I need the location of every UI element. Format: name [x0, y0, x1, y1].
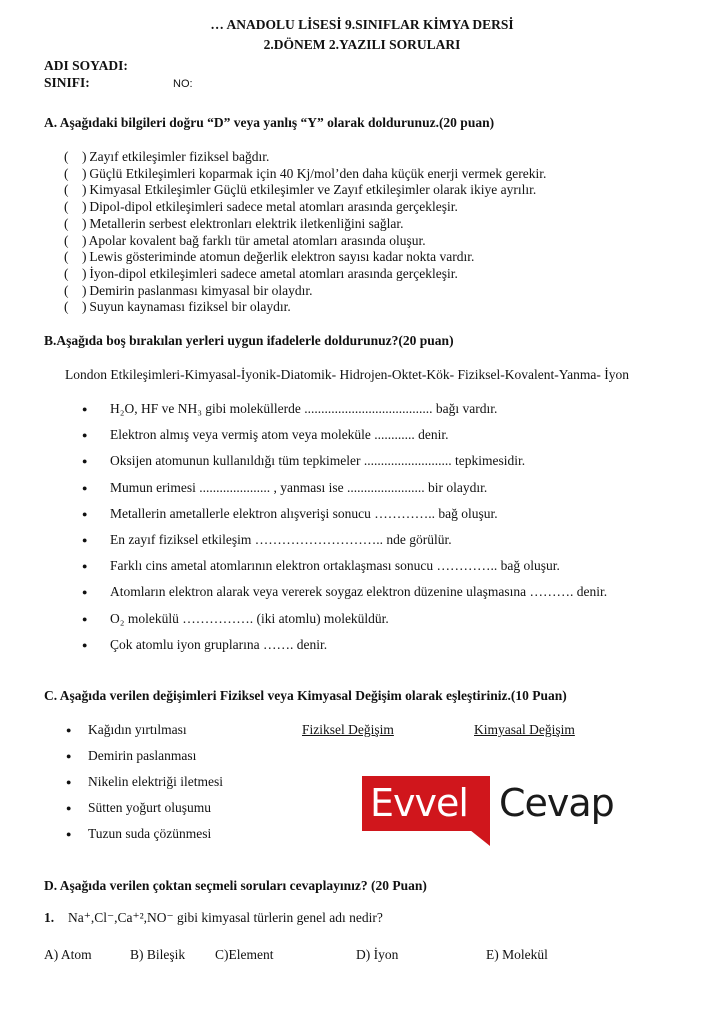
matching-item: [66, 774, 223, 790]
fill-blank-item: [82, 532, 452, 548]
fill-blank-item: [82, 479, 488, 496]
answer-blank[interactable]: ( ): [64, 232, 87, 248]
chemical-change-header: Kimyasal Değişim: [474, 722, 575, 737]
statement-text: Güçlü Etkileşimleri koparmak için 40 Kj/mol’den daha küçük enerji vermek gerekir.: [89, 165, 547, 181]
bullet-icon: ●: [66, 777, 72, 787]
matching-item: [66, 800, 212, 816]
answer-blank[interactable]: ( ): [64, 299, 87, 315]
answer-blank[interactable]: ( ): [64, 282, 87, 298]
answer-blank[interactable]: ( ): [64, 215, 87, 231]
matching-text: Sütten yoğurt oluşumu: [88, 800, 212, 815]
option-c: C)Element: [215, 947, 274, 962]
matching-text: Kağıdın yırtılması: [88, 722, 187, 737]
statement-text: Demirin paslanması kimyasal bir olaydır.: [89, 282, 313, 298]
statement-text: Lewis gösteriminde atomun değerlik elektron sayısı kadar nokta vardır.: [89, 249, 475, 265]
class-label: SINIFI:: [44, 75, 90, 90]
bullet-icon: ●: [66, 803, 72, 813]
matching-item: [66, 826, 212, 842]
true-false-item: [64, 233, 426, 249]
fill-blank-text: Metallerin ametallerle elektron alışverişi sonucu ………….. bağ oluşur.: [110, 505, 498, 521]
true-false-item: [64, 266, 458, 282]
statement-text: Apolar kovalent bağ farklı tür ametal atomları arasında oluşur.: [88, 232, 426, 248]
fill-blank-item: [82, 453, 526, 469]
statement-text: Suyun kaynaması fiziksel bir olaydır.: [89, 299, 291, 315]
matching-item: [66, 722, 187, 738]
fill-blank-item: [82, 610, 389, 627]
fill-blank-text: Oksijen atomunun kullanıldığı tüm tepkimeler .......................... tepkimesidir.: [110, 453, 526, 469]
option-b: B) Bileşik: [130, 947, 186, 962]
number-label: NO:: [173, 78, 193, 90]
bullet-icon: ●: [82, 587, 88, 598]
true-false-item: [64, 299, 291, 315]
fill-blank-text: En zayıf fiziksel etkileşim ……………………….. nde görülür.: [110, 532, 452, 547]
question-text: Na⁺,Cl⁻,Ca⁺²,NO⁻ gibi kimyasal türlerin genel adı nedir?: [68, 910, 383, 925]
matching-text: Nikelin elektriği iletmesi: [88, 774, 223, 789]
logo-bubble-tail: [470, 830, 490, 846]
bullet-icon: ●: [82, 456, 88, 467]
fill-blank-item: [82, 636, 328, 653]
bullet-icon: ●: [66, 829, 72, 839]
fill-blank-text: O₂ molekülü ……………. (iki atomlu) moleküldür.: [110, 610, 389, 626]
bullet-icon: ●: [66, 725, 72, 735]
option-e: E) Molekül: [486, 947, 548, 962]
matching-text: Demirin paslanması: [88, 748, 197, 763]
bullet-icon: ●: [82, 404, 88, 414]
evvelcevap-logo: [362, 776, 632, 848]
question-number: 1.: [44, 910, 55, 925]
fill-blank-item: [82, 584, 608, 600]
word-bank: London Etkileşimleri-Kimyasal-İyonik-Diatomik- Hidrojen-Oktet-Kök- Fiziksel-Kovalent-Yanma- İyon: [65, 367, 630, 382]
bullet-icon: ●: [82, 508, 88, 519]
logo-word-evvel: Evvel: [370, 781, 468, 825]
statement-text: İyon-dipol etkileşimleri sadece ametal atomları arasında gerçekleşir.: [89, 265, 458, 281]
answer-blank[interactable]: ( ): [64, 182, 87, 198]
bullet-icon: ●: [82, 613, 88, 624]
answer-blank[interactable]: ( ): [64, 265, 87, 281]
statement-text: Kimyasal Etkileşimler Güçlü etkileşimler ve Zayıf etkileşimler olarak ikiye ayrılır.: [89, 182, 537, 198]
physical-change-header: Fiziksel Değişim: [302, 722, 394, 737]
fill-blank-item: [82, 558, 560, 574]
answer-blank[interactable]: ( ): [64, 199, 87, 215]
fill-blank-item: [82, 427, 449, 443]
fill-blank-text: Çok atomlu iyon gruplarına ……. denir.: [110, 636, 328, 652]
true-false-item: [64, 283, 312, 299]
fill-blank-item: [82, 401, 498, 417]
matching-item: [66, 748, 197, 764]
section-c-heading: C. Aşağıda verilen değişimleri Fiziksel veya Kimyasal Değişim olarak eşleştiriniz.(10 Puan): [44, 688, 567, 703]
bullet-icon: ●: [82, 561, 88, 572]
logo-word-cevap: Cevap: [499, 781, 614, 825]
true-false-item: [64, 199, 458, 215]
fill-blank-item: [82, 505, 498, 522]
statement-text: Dipol-dipol etkileşimleri sadece metal atomları arasında gerçekleşir.: [89, 199, 458, 215]
true-false-item: [64, 249, 474, 265]
section-b-heading: B.Aşağıda boş bırakılan yerleri uygun ifadelerle doldurunuz?(20 puan): [44, 333, 454, 348]
section-d-heading: D. Aşağıda verilen çoktan seçmeli soruları cevaplayınız? (20 Puan): [44, 878, 427, 893]
exam-subtitle: 2.DÖNEM 2.YAZILI SORULARI: [263, 37, 461, 52]
answer-blank[interactable]: ( ): [64, 165, 87, 181]
fill-blank-text: Elektron almış veya vermiş atom veya moleküle ............ denir.: [110, 427, 449, 443]
statement-text: Zayıf etkileşimler fiziksel bağdır.: [89, 149, 270, 164]
bullet-icon: ●: [82, 639, 88, 650]
bullet-icon: ●: [82, 535, 88, 545]
bullet-icon: ●: [82, 430, 88, 441]
option-a: A) Atom: [44, 947, 92, 962]
answer-blank[interactable]: ( ): [64, 249, 87, 265]
fill-blank-text: H₂O, HF ve NH₃ gibi moleküllerde ...................................... bağı vardır.: [110, 401, 498, 416]
option-d: D) İyon: [356, 947, 399, 962]
bullet-icon: ●: [82, 482, 88, 493]
name-label: ADI SOYADI:: [44, 58, 128, 73]
true-false-item: [64, 149, 269, 165]
section-a-heading: A. Aşağıdaki bilgileri doğru “D” veya yanlış “Y” olarak doldurunuz.(20 puan): [44, 115, 495, 130]
true-false-item: [64, 166, 546, 182]
statement-text: Metallerin serbest elektronları elektrik iletkenliğini sağlar.: [89, 215, 404, 231]
true-false-item: [64, 182, 536, 198]
bullet-icon: ●: [66, 751, 72, 761]
true-false-item: [64, 216, 404, 232]
fill-blank-text: Atomların elektron alarak veya vererek soygaz elektron düzenine ulaşmasına ………. denir.: [110, 584, 608, 600]
matching-text: Tuzun suda çözünmesi: [88, 826, 212, 841]
exam-title: … ANADOLU LİSESİ 9.SINIFLAR KİMYA DERSİ: [210, 17, 514, 32]
fill-blank-text: Farklı cins ametal atomlarının elektron ortaklaşması sonucu ………….. bağ oluşur.: [110, 558, 560, 574]
fill-blank-text: Mumun erimesi ..................... , yanması ise ....................... bir olaydır.: [110, 479, 488, 495]
answer-blank[interactable]: ( ): [64, 149, 87, 164]
